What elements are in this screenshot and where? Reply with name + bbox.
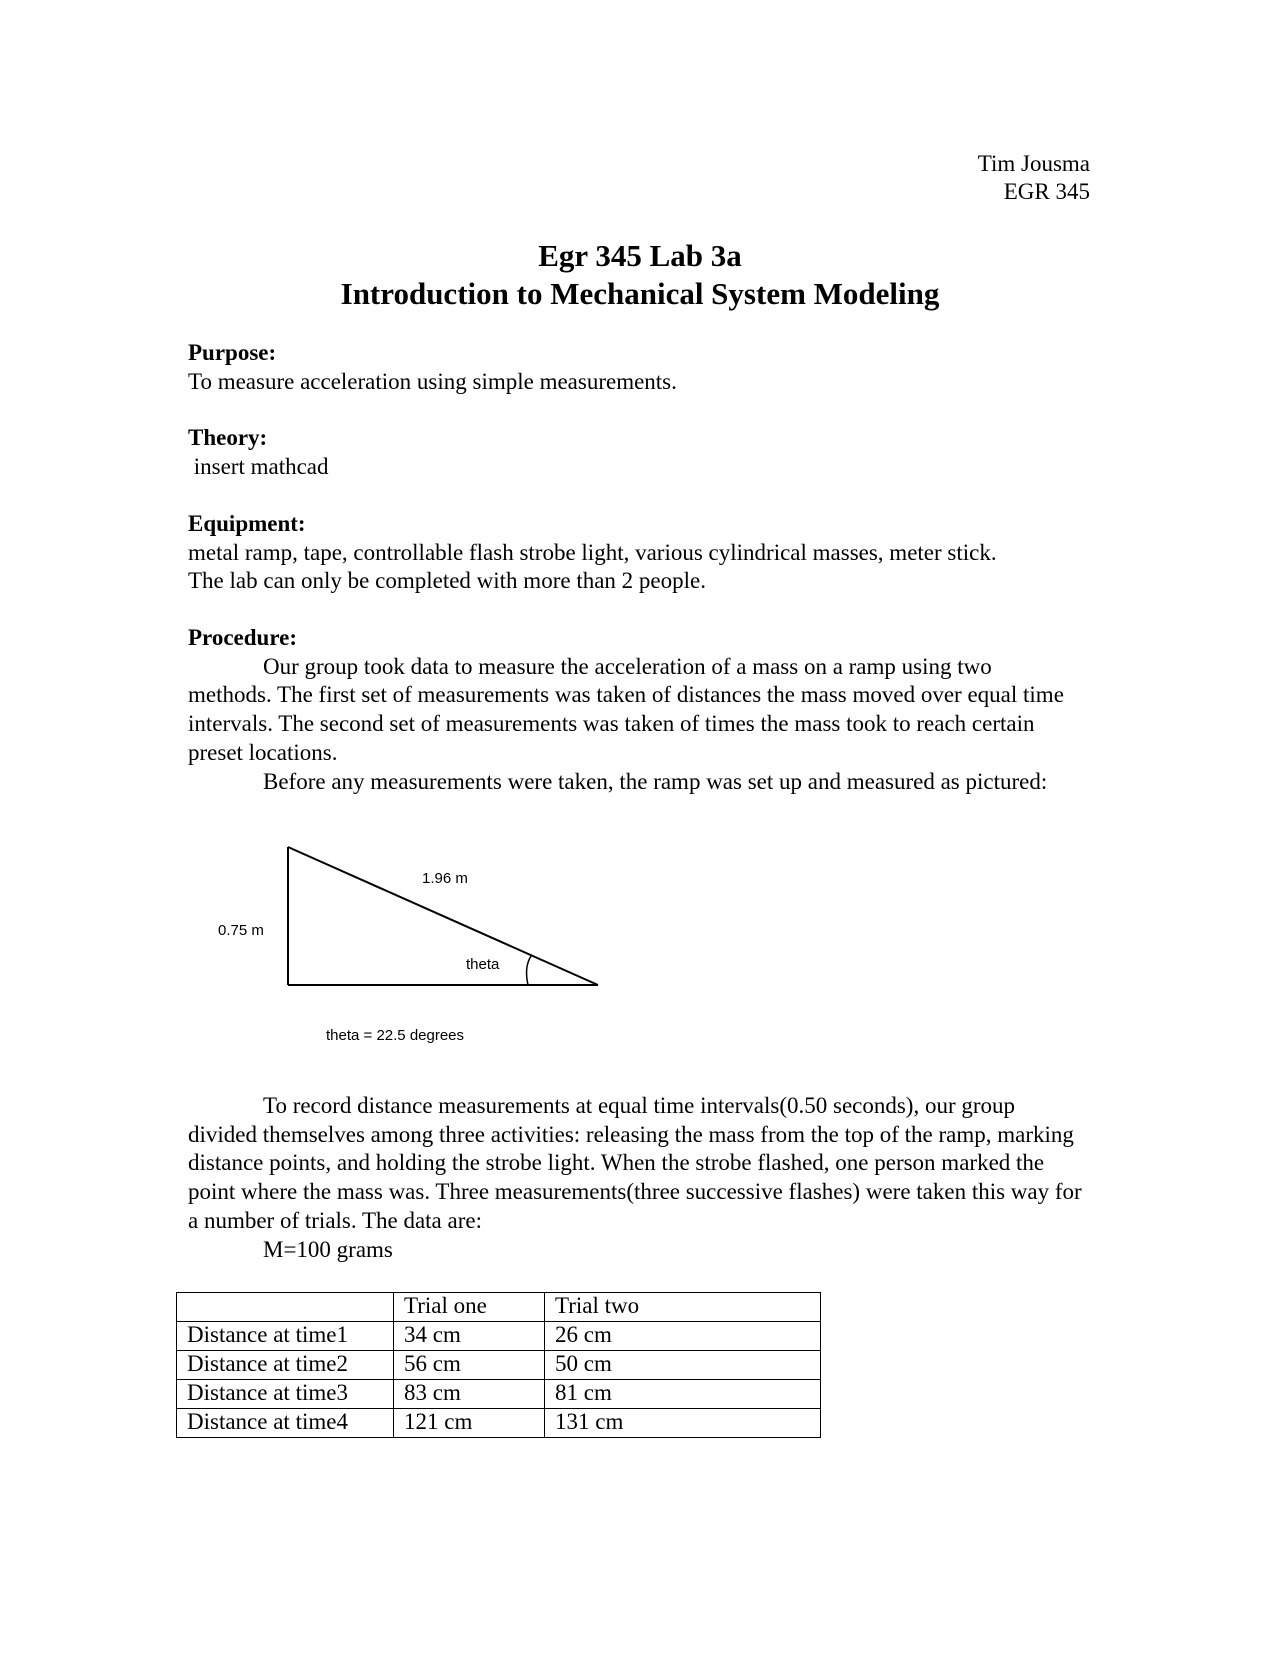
height-label: 0.75 m: [218, 922, 264, 939]
procedure-paragraph-1: Our group took data to measure the acceleration of a mass on a ramp using two methods. The first set of measurements was taken of distances the mass moved over equal time intervals. The second set of measurements was taken of times the mass took to reach certain preset locations.: [188, 653, 1064, 765]
table-cell: 81 cm: [545, 1380, 821, 1409]
purpose-section: [188, 339, 1088, 396]
course-code: EGR 345: [1003, 179, 1090, 204]
purpose-text: To measure acceleration using simple measurements.: [188, 368, 677, 394]
table-cell: Distance at time2: [177, 1351, 394, 1380]
purpose-heading: Purpose:: [188, 340, 277, 365]
procedure-paragraph-2: Before any measurements were taken, the ramp was set up and measured as pictured:: [263, 768, 1048, 794]
author-header: [978, 150, 1090, 206]
title-line-1: Egr 345 Lab 3a: [538, 238, 742, 273]
table-cell: Distance at time3: [177, 1380, 394, 1409]
mass-note: M=100 grams: [263, 1236, 393, 1262]
theory-section: [188, 424, 1088, 481]
equipment-heading: Equipment:: [188, 511, 306, 536]
document-title: [0, 237, 1280, 313]
table-cell: 56 cm: [394, 1351, 545, 1380]
author-name: Tim Jousma: [977, 151, 1090, 176]
table-cell: 131 cm: [545, 1409, 821, 1438]
equipment-line-1: metal ramp, tape, controllable flash strobe light, various cylindrical masses, meter stick.: [188, 539, 997, 565]
table-header-cell: [177, 1293, 394, 1322]
table-row: [177, 1322, 821, 1351]
table-cell: 50 cm: [545, 1351, 821, 1380]
equipment-line-2: The lab can only be completed with more than 2 people.: [188, 568, 706, 594]
table-row: [177, 1409, 821, 1438]
procedure-heading: Procedure:: [188, 625, 298, 650]
angle-arc: [527, 956, 531, 985]
procedure-section: [188, 624, 1068, 796]
procedure-paragraph-3: To record distance measurements at equal time intervals(0.50 seconds), our group divided themselves among three activities: releasing the mass from the top of the ramp, marking distance points, and holding the strobe light. When the strobe flashed, one person marked the point where the mass was. Three measurements(three successive flashes) were taken this way for a number of trials. The data are:: [188, 1093, 1082, 1233]
figure-caption: theta = 22.5 degrees: [326, 1027, 465, 1044]
ramp-hypotenuse: [288, 847, 598, 985]
theory-heading: Theory:: [188, 425, 268, 450]
distance-data-table: [176, 1292, 821, 1438]
table-header-cell: Trial one: [394, 1293, 545, 1322]
table-row: [177, 1351, 821, 1380]
ramp-diagram: [200, 835, 620, 1055]
table-cell: 26 cm: [545, 1322, 821, 1351]
title-line-2: Introduction to Mechanical System Modeling: [340, 276, 940, 311]
hypotenuse-label: 1.96 m: [422, 870, 468, 887]
table-cell: 121 cm: [394, 1409, 545, 1438]
theory-text: insert mathcad: [188, 453, 329, 479]
table-row: [177, 1380, 821, 1409]
ramp-figure: [200, 835, 620, 1055]
table-header-cell: Trial two: [545, 1293, 821, 1322]
table-cell: Distance at time4: [177, 1409, 394, 1438]
table-cell: 34 cm: [394, 1322, 545, 1351]
table-cell: Distance at time1: [177, 1322, 394, 1351]
table-cell: 83 cm: [394, 1380, 545, 1409]
table-header-row: [177, 1293, 821, 1322]
measurement-section: [188, 1092, 1088, 1264]
angle-label: theta: [466, 956, 500, 973]
equipment-section: [188, 510, 1088, 596]
